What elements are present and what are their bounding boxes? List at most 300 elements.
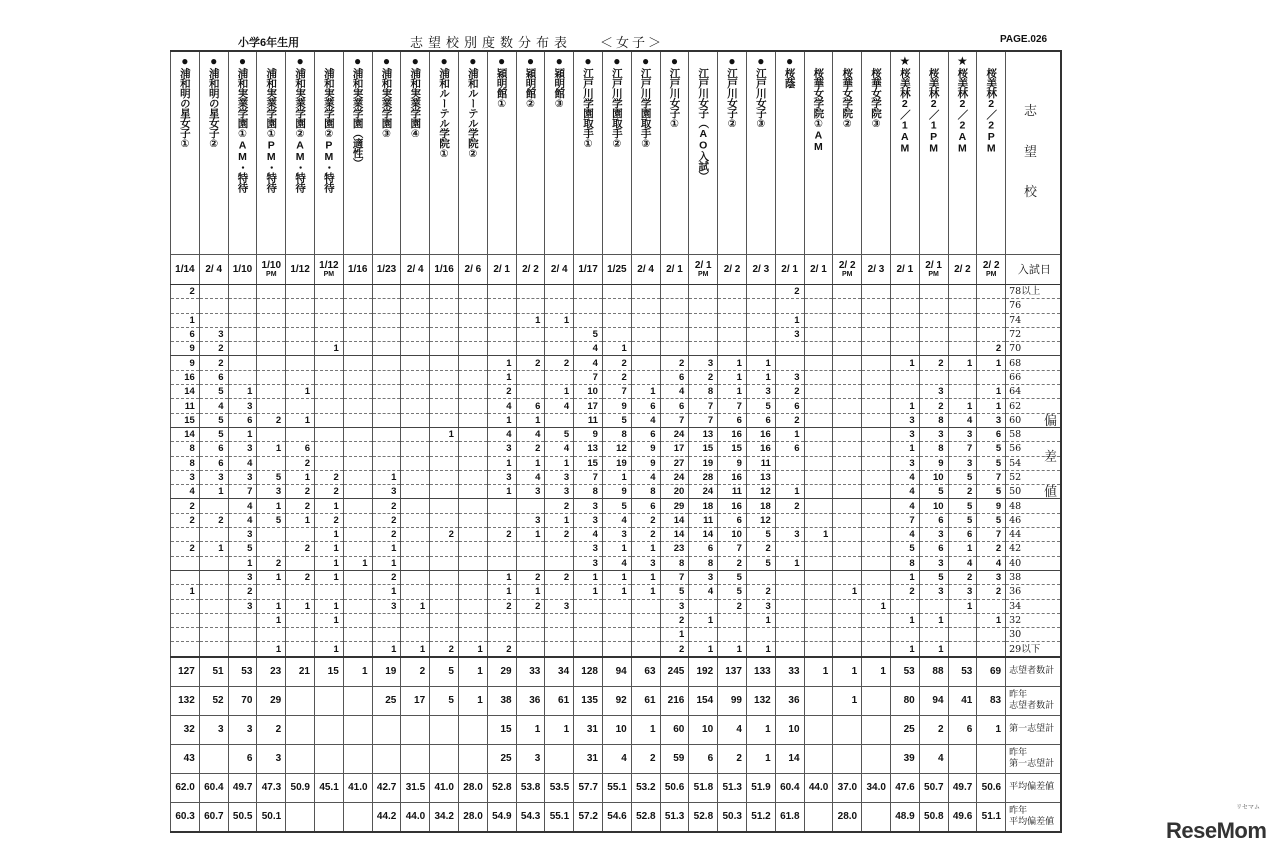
- score-cell: 3: [746, 385, 775, 399]
- score-row: [171, 427, 1061, 441]
- score-cell: [401, 370, 430, 384]
- score-cell: 3: [372, 599, 401, 613]
- score-cell: [516, 342, 545, 356]
- score-cell: 4: [516, 427, 545, 441]
- score-cell: [286, 427, 315, 441]
- score-cell: [948, 385, 977, 399]
- score-cell: [689, 342, 718, 356]
- score-cell: [545, 585, 574, 599]
- score-cell: 7: [574, 470, 603, 484]
- score-cell: 1: [602, 542, 631, 556]
- school-header-cell: [775, 51, 804, 255]
- summary-cell: 6: [689, 744, 718, 773]
- score-cell: 2: [314, 513, 343, 527]
- score-cell: 3: [545, 470, 574, 484]
- score-cell: 7: [948, 442, 977, 456]
- score-cell: [430, 585, 459, 599]
- exam-date: 1/23: [376, 264, 397, 275]
- score-cell: 2: [199, 342, 228, 356]
- score-cell: 1: [890, 356, 919, 370]
- score-cell: [257, 285, 286, 299]
- summary-cell: 33: [516, 657, 545, 687]
- score-cell: 1: [718, 370, 747, 384]
- summary-cell: 4: [919, 744, 948, 773]
- score-cell: [833, 399, 862, 413]
- score-cell: 14: [660, 513, 689, 527]
- summary-cell: 23: [257, 657, 286, 687]
- score-cell: 3: [919, 427, 948, 441]
- school-name: 江戸川学園取手①: [582, 68, 595, 150]
- score-cell: 1: [977, 613, 1006, 627]
- mark-blank: [257, 54, 285, 68]
- score-cell: 3: [171, 470, 200, 484]
- score-cell: [343, 585, 372, 599]
- star-icon: ★: [957, 54, 968, 68]
- score-cell: 1: [257, 613, 286, 627]
- score-cell: 5: [257, 513, 286, 527]
- score-cell: 8: [171, 442, 200, 456]
- score-cell: [948, 628, 977, 642]
- summary-cell: 41.0: [343, 773, 372, 802]
- summary-cell: 44.0: [804, 773, 833, 802]
- score-cell: [890, 628, 919, 642]
- summary-cell: 3: [257, 744, 286, 773]
- mark-blank: [833, 54, 861, 68]
- score-cell: 2: [631, 528, 660, 542]
- score-row: [171, 585, 1061, 599]
- summary-cell: 52.8: [631, 802, 660, 832]
- score-cell: [314, 427, 343, 441]
- summary-row: [171, 715, 1061, 744]
- exam-date-cell: [804, 255, 833, 285]
- score-cell: [746, 570, 775, 584]
- score-cell: [746, 342, 775, 356]
- exam-date-cell: [919, 255, 948, 285]
- school-header-cell: [516, 51, 545, 255]
- score-cell: 6: [977, 427, 1006, 441]
- pm-badge: PM: [323, 271, 335, 278]
- score-cell: 1: [343, 556, 372, 570]
- score-cell: 1: [372, 470, 401, 484]
- exam-date-cell: [286, 255, 315, 285]
- summary-cell: 245: [660, 657, 689, 687]
- score-cell: 2: [977, 542, 1006, 556]
- score-cell: [286, 585, 315, 599]
- score-label: 52: [1006, 470, 1061, 484]
- score-cell: [286, 642, 315, 657]
- score-cell: [862, 327, 891, 341]
- score-cell: [401, 499, 430, 513]
- score-cell: [430, 313, 459, 327]
- score-cell: 1: [430, 427, 459, 441]
- bullet-icon: ●: [584, 54, 592, 68]
- score-cell: 4: [631, 470, 660, 484]
- score-cell: [487, 542, 516, 556]
- school-header-cell: [718, 51, 747, 255]
- score-cell: [401, 356, 430, 370]
- score-cell: [862, 642, 891, 657]
- school-header-cell: [171, 51, 200, 255]
- score-cell: 1: [401, 599, 430, 613]
- score-cell: [833, 642, 862, 657]
- score-cell: 5: [228, 542, 257, 556]
- score-cell: 1: [977, 399, 1006, 413]
- exam-date-cell: [430, 255, 459, 285]
- summary-cell: 4: [602, 744, 631, 773]
- score-cell: [458, 399, 487, 413]
- score-cell: [804, 385, 833, 399]
- exam-date-cell: [228, 255, 257, 285]
- score-cell: 7: [718, 399, 747, 413]
- score-cell: [631, 642, 660, 657]
- score-cell: [919, 313, 948, 327]
- score-cell: 5: [977, 513, 1006, 527]
- score-row: [171, 385, 1061, 399]
- score-cell: 7: [718, 542, 747, 556]
- score-cell: 4: [487, 399, 516, 413]
- score-label: 70: [1006, 342, 1061, 356]
- score-cell: [286, 342, 315, 356]
- score-cell: [343, 599, 372, 613]
- summary-cell: 2: [919, 715, 948, 744]
- score-cell: [343, 542, 372, 556]
- summary-cell: [199, 744, 228, 773]
- score-cell: [977, 299, 1006, 313]
- score-cell: [458, 370, 487, 384]
- score-cell: [689, 628, 718, 642]
- summary-cell: 32: [171, 715, 200, 744]
- summary-cell: [343, 686, 372, 715]
- score-cell: 3: [228, 570, 257, 584]
- score-cell: [833, 342, 862, 356]
- score-cell: [343, 342, 372, 356]
- score-label: 66: [1006, 370, 1061, 384]
- score-cell: [660, 299, 689, 313]
- score-cell: 1: [746, 642, 775, 657]
- score-cell: 2: [516, 570, 545, 584]
- score-cell: [862, 370, 891, 384]
- summary-cell: [314, 744, 343, 773]
- score-cell: [631, 613, 660, 627]
- school-name: 浦和ルーテル学院②: [466, 68, 479, 160]
- bullet-icon: ●: [613, 54, 621, 68]
- score-cell: 2: [660, 356, 689, 370]
- school-name: 江戸川女子︵AO入試︶: [697, 68, 710, 181]
- bullet-icon: ●: [786, 54, 794, 68]
- score-cell: [458, 528, 487, 542]
- score-cell: 1: [314, 499, 343, 513]
- summary-cell: 50.1: [257, 802, 286, 832]
- summary-cell: 216: [660, 686, 689, 715]
- summary-label: 昨年 平均偏差値: [1006, 802, 1061, 832]
- score-cell: 4: [228, 513, 257, 527]
- score-row: [171, 499, 1061, 513]
- score-cell: [171, 613, 200, 627]
- score-cell: 1: [487, 456, 516, 470]
- score-cell: [372, 628, 401, 642]
- score-cell: 2: [372, 570, 401, 584]
- summary-cell: 55.1: [545, 802, 574, 832]
- score-cell: 5: [545, 427, 574, 441]
- score-cell: 2: [545, 499, 574, 513]
- exam-date: 2/ 2: [838, 260, 856, 271]
- score-cell: 3: [775, 528, 804, 542]
- score-cell: 3: [919, 528, 948, 542]
- score-cell: [862, 356, 891, 370]
- school-header-cell: [574, 51, 603, 255]
- score-cell: [833, 313, 862, 327]
- score-cell: [718, 628, 747, 642]
- score-cell: [862, 299, 891, 313]
- score-cell: 2: [487, 385, 516, 399]
- score-cell: [401, 585, 430, 599]
- score-cell: 1: [775, 485, 804, 499]
- score-cell: 1: [314, 528, 343, 542]
- score-cell: [689, 285, 718, 299]
- score-cell: [430, 327, 459, 341]
- score-cell: 4: [574, 356, 603, 370]
- score-cell: 8: [574, 485, 603, 499]
- score-cell: [775, 599, 804, 613]
- score-cell: [199, 570, 228, 584]
- score-cell: [430, 613, 459, 627]
- score-cell: 9: [602, 399, 631, 413]
- score-cell: 1: [487, 413, 516, 427]
- score-cell: [314, 285, 343, 299]
- score-cell: [746, 299, 775, 313]
- score-cell: 1: [545, 385, 574, 399]
- school-name: 浦和実業学園④: [409, 68, 422, 140]
- summary-cell: 31: [574, 744, 603, 773]
- exam-date-cell: [574, 255, 603, 285]
- score-cell: [257, 370, 286, 384]
- bullet-icon: ●: [757, 54, 765, 68]
- score-cell: [948, 370, 977, 384]
- score-cell: [718, 613, 747, 627]
- score-cell: 3: [199, 470, 228, 484]
- exam-date: 2/ 1: [810, 264, 827, 275]
- grade-label: 小学6年生用: [238, 37, 300, 49]
- score-cell: [833, 485, 862, 499]
- score-cell: 4: [574, 528, 603, 542]
- summary-cell: 1: [343, 657, 372, 687]
- score-row: [171, 370, 1061, 384]
- score-cell: [343, 570, 372, 584]
- summary-cell: 53: [948, 657, 977, 687]
- score-cell: [660, 313, 689, 327]
- score-cell: 1: [948, 599, 977, 613]
- score-cell: 3: [919, 556, 948, 570]
- score-cell: 4: [948, 413, 977, 427]
- score-cell: 6: [631, 427, 660, 441]
- score-row: [171, 542, 1061, 556]
- score-cell: 6: [948, 528, 977, 542]
- score-cell: 1: [314, 570, 343, 584]
- score-cell: [545, 628, 574, 642]
- score-cell: [458, 342, 487, 356]
- score-cell: [977, 628, 1006, 642]
- score-cell: 3: [919, 385, 948, 399]
- score-cell: 1: [487, 485, 516, 499]
- exam-date: 2/ 1: [694, 260, 712, 271]
- score-cell: 15: [574, 456, 603, 470]
- score-cell: [804, 556, 833, 570]
- score-cell: [171, 528, 200, 542]
- score-cell: [545, 327, 574, 341]
- score-cell: [746, 327, 775, 341]
- score-cell: 11: [574, 413, 603, 427]
- summary-cell: [401, 715, 430, 744]
- page-title: 志望校別度数分布表: [410, 35, 573, 50]
- score-cell: [919, 299, 948, 313]
- score-cell: [862, 427, 891, 441]
- summary-cell: [804, 802, 833, 832]
- score-cell: [833, 385, 862, 399]
- score-cell: [401, 413, 430, 427]
- summary-cell: 53.2: [631, 773, 660, 802]
- score-cell: 1: [487, 585, 516, 599]
- score-cell: [602, 642, 631, 657]
- score-cell: [343, 499, 372, 513]
- summary-cell: 1: [833, 657, 862, 687]
- score-cell: [833, 470, 862, 484]
- score-cell: 1: [833, 585, 862, 599]
- score-cell: 9: [171, 342, 200, 356]
- exam-date: 1/14: [175, 264, 195, 275]
- score-cell: [775, 585, 804, 599]
- exam-date-cell: [343, 255, 372, 285]
- score-cell: 6: [919, 542, 948, 556]
- school-header-cell: [746, 51, 775, 255]
- score-cell: [545, 413, 574, 427]
- score-cell: [401, 470, 430, 484]
- score-cell: [458, 385, 487, 399]
- score-cell: [314, 456, 343, 470]
- score-cell: [862, 556, 891, 570]
- summary-cell: [314, 715, 343, 744]
- exam-date: 1/12: [290, 264, 310, 275]
- score-cell: 2: [977, 585, 1006, 599]
- score-cell: [286, 285, 315, 299]
- score-cell: 3: [199, 327, 228, 341]
- summary-cell: 49.7: [948, 773, 977, 802]
- score-cell: [458, 599, 487, 613]
- score-cell: 1: [286, 413, 315, 427]
- summary-cell: 94: [602, 657, 631, 687]
- score-row: [171, 399, 1061, 413]
- score-cell: [458, 556, 487, 570]
- summary-cell: [458, 715, 487, 744]
- score-row: [171, 556, 1061, 570]
- score-cell: 5: [890, 542, 919, 556]
- score-cell: [804, 327, 833, 341]
- summary-cell: [401, 744, 430, 773]
- summary-cell: 1: [804, 657, 833, 687]
- score-cell: 1: [746, 356, 775, 370]
- school-name: 穎明館①: [495, 68, 508, 110]
- score-cell: 2: [775, 285, 804, 299]
- summary-cell: 49.6: [948, 802, 977, 832]
- score-cell: 1: [977, 385, 1006, 399]
- score-cell: [430, 342, 459, 356]
- score-cell: [516, 642, 545, 657]
- school-header-cell: [862, 51, 891, 255]
- score-label: 76: [1006, 299, 1061, 313]
- score-cell: [833, 285, 862, 299]
- score-cell: [862, 628, 891, 642]
- score-cell: 1: [631, 570, 660, 584]
- summary-cell: 45.1: [314, 773, 343, 802]
- score-cell: [833, 456, 862, 470]
- score-cell: [660, 285, 689, 299]
- score-cell: 9: [631, 456, 660, 470]
- summary-cell: 6: [948, 715, 977, 744]
- bullet-icon: ●: [642, 54, 650, 68]
- score-cell: [343, 385, 372, 399]
- score-cell: 16: [718, 470, 747, 484]
- score-cell: 5: [746, 556, 775, 570]
- school-label-char: 望: [1024, 144, 1038, 160]
- summary-cell: 48.9: [890, 802, 919, 832]
- score-cell: [545, 370, 574, 384]
- score-cell: 1: [602, 585, 631, 599]
- score-cell: [833, 599, 862, 613]
- school-name: 桜美林2／1AM: [898, 68, 911, 154]
- score-label: 48: [1006, 499, 1061, 513]
- score-cell: 1: [171, 313, 200, 327]
- score-cell: [286, 556, 315, 570]
- score-cell: [804, 613, 833, 627]
- summary-cell: 33: [775, 657, 804, 687]
- summary-cell: [314, 802, 343, 832]
- score-cell: [516, 542, 545, 556]
- school-name: 浦和実業学園②AM・特待: [294, 68, 307, 193]
- score-cell: [286, 299, 315, 313]
- exam-date: 2/ 4: [550, 264, 568, 275]
- score-cell: 4: [602, 556, 631, 570]
- summary-cell: [430, 715, 459, 744]
- score-cell: 3: [228, 528, 257, 542]
- school-name: 浦和明の星女子②: [207, 68, 220, 150]
- score-cell: 1: [516, 528, 545, 542]
- score-cell: 2: [948, 570, 977, 584]
- score-cell: [631, 285, 660, 299]
- summary-cell: [314, 686, 343, 715]
- score-cell: 23: [660, 542, 689, 556]
- summary-cell: 25: [890, 715, 919, 744]
- score-cell: 3: [977, 570, 1006, 584]
- mark-blank: [805, 54, 833, 68]
- school-name: 桜美林2／1PM: [927, 68, 940, 154]
- score-cell: [775, 542, 804, 556]
- summary-cell: [286, 715, 315, 744]
- exam-date: 2/ 2: [982, 260, 1000, 271]
- school-name: 江戸川女子②: [726, 68, 739, 130]
- score-cell: 1: [948, 399, 977, 413]
- score-cell: [458, 628, 487, 642]
- summary-cell: 52: [199, 686, 228, 715]
- score-cell: 7: [977, 528, 1006, 542]
- summary-cell: [458, 744, 487, 773]
- score-cell: [257, 313, 286, 327]
- score-cell: [257, 528, 286, 542]
- score-cell: 4: [890, 528, 919, 542]
- summary-cell: 44.2: [372, 802, 401, 832]
- deviation-axis-label: [1044, 410, 1057, 500]
- score-cell: [430, 470, 459, 484]
- summary-cell: 60.4: [775, 773, 804, 802]
- score-row: [171, 485, 1061, 499]
